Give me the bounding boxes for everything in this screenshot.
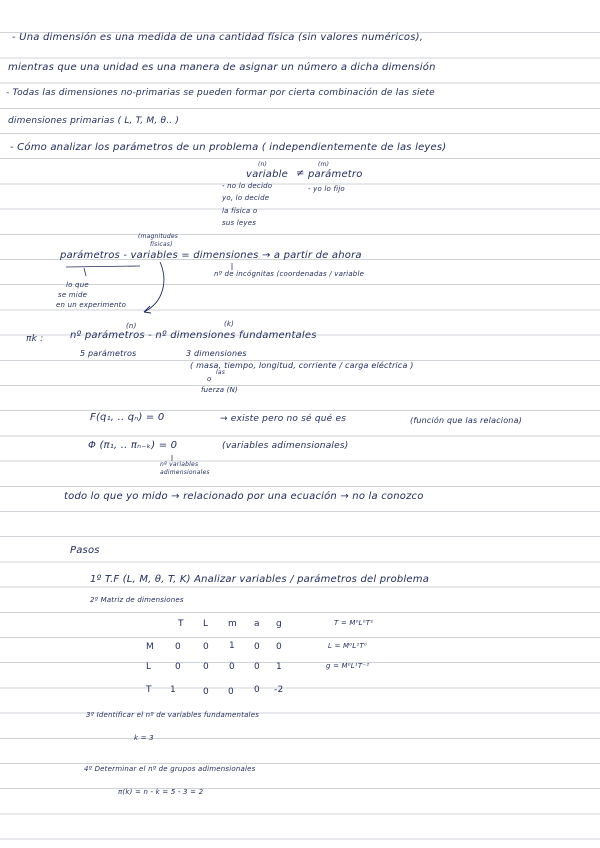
variable-note-3: la física o (222, 207, 258, 215)
parametros-pointer (84, 268, 86, 276)
parametros-underline (66, 266, 140, 267)
matrix-cell: 0 (254, 685, 260, 695)
matrix-cell: 0 (175, 642, 181, 652)
note-line-3: - Todas las dimensiones no-primarias se pueden formar por cierta combinación de las siete (6, 88, 435, 98)
matrix-cell: 0 (254, 642, 260, 652)
parametro-superscript: (m) (318, 161, 330, 168)
matrix-row-label: L (146, 662, 152, 672)
step-4-value: π(k) = n - k = 5 - 3 = 2 (118, 788, 204, 796)
parametro-label: parámetro (308, 169, 363, 180)
variable-note-2: yo, lo decide (222, 194, 270, 202)
phi-note-2: adimensionales (160, 469, 210, 476)
f-note: (función que las relaciona) (410, 416, 523, 425)
phi-description: (variables adimensionales) (222, 441, 349, 451)
matrix-header-g: g (276, 619, 282, 629)
f-equation: F(q₁, .. qₙ) = 0 (90, 412, 165, 423)
matrix-cell: 1 (229, 641, 235, 651)
matrix-cell: 0 (276, 642, 282, 652)
incognitas-note: nº de incógnitas (coordenadas / variable (214, 270, 365, 278)
matrix-header-T: T (178, 619, 184, 629)
f-description: → existe pero no sé qué es (220, 414, 347, 424)
matrix-cell: 1 (276, 662, 282, 672)
step-1: 1º T.F (L, M, θ, T, K) Analizar variables / parámetros del problema (90, 574, 430, 585)
note-line-1: - Una dimensión es una medida de una cantidad física (sin valores numéricos), (12, 32, 424, 43)
o-note: o (207, 375, 212, 383)
matrix-row-label: T (146, 685, 152, 695)
matrix-header-L: L (203, 619, 209, 629)
matrix-cell: -2 (274, 685, 284, 695)
matrix-cell: 0 (203, 687, 209, 697)
pi-k-label: πk : (26, 334, 44, 344)
magnitudes-note-2: físicas) (150, 241, 173, 248)
las-note: las (216, 369, 226, 376)
fuerza-note: fuerza (N) (201, 386, 238, 394)
n-superscript: (n) (126, 322, 137, 330)
magnitudes-note-1: (magnitudes (138, 233, 179, 240)
pi-k-definition: nº parámetros - nº dimensiones fundamentales (70, 330, 317, 341)
matrix-cell: 0 (175, 662, 181, 672)
note-line-5: - Cómo analizar los parámetros de un problema ( independientemente de las leyes) (10, 142, 447, 153)
dimensiones-list: ( masa, tiempo, longitud, corriente / carga eléctrica ) (190, 361, 414, 370)
steps-title: Pasos (70, 545, 100, 556)
summary-line: todo lo que yo mido → relacionado por una ecuación → no la conozco (64, 491, 424, 502)
matrix-cell: 0 (203, 662, 209, 672)
matrix-cell: 1 (170, 685, 176, 695)
note-line-4: dimensiones primarias ( L, T, M, θ.. ) (8, 116, 180, 126)
variable-label: variable (246, 169, 288, 180)
parametros-equation: parámetros - variables = dimensiones → a partir de ahora (60, 250, 362, 261)
dimensiones-count: 3 dimensiones (186, 349, 247, 358)
arrow-head (144, 306, 151, 313)
variable-note-1: - no lo decido (222, 182, 273, 190)
step-4: 4º Determinar el nº de grupos adimensionales (84, 765, 256, 773)
phi-note-1: nº variables (160, 461, 199, 468)
note-line-2: mientras que una unidad es una manera de asignar un número a dicha dimensión (8, 62, 436, 73)
dimension-formula-L: L = M⁰L¹T⁰ (328, 642, 367, 650)
matrix-header-m: m (228, 619, 237, 629)
step-3: 3º Identificar el nº de variables fundamentales (86, 711, 260, 719)
variable-superscript: (n) (258, 161, 268, 168)
dimension-formula-T: T = M⁰L⁰T¹ (334, 619, 374, 627)
matrix-header-a: a (254, 619, 260, 629)
measure-note-3: en un experimento (56, 301, 127, 309)
parametros-count: 5 parámetros (80, 349, 137, 358)
matrix-cell: 0 (229, 662, 235, 672)
matrix-cell: 0 (228, 687, 234, 697)
matrix-cell: 0 (254, 662, 260, 672)
matrix-row-label: M (146, 642, 154, 652)
not-equal-sign: ≠ (296, 168, 305, 179)
measure-note-2: se mide (58, 291, 88, 299)
dimension-formula-g: g = M⁰L¹T⁻² (326, 662, 370, 670)
measure-note-1: lo que (66, 281, 89, 289)
matrix-cell: 0 (203, 642, 209, 652)
phi-equation: Φ (π₁, .. πₙ₋ₖ) = 0 (88, 440, 178, 451)
parametro-note: - yo lo fijo (308, 185, 345, 193)
step-2: 2º Matriz de dimensiones (90, 596, 184, 604)
curved-arrow (144, 262, 164, 312)
variable-note-4: sus leyes (222, 219, 257, 227)
step-3-value: k = 3 (134, 734, 154, 742)
k-superscript: (k) (224, 320, 235, 328)
